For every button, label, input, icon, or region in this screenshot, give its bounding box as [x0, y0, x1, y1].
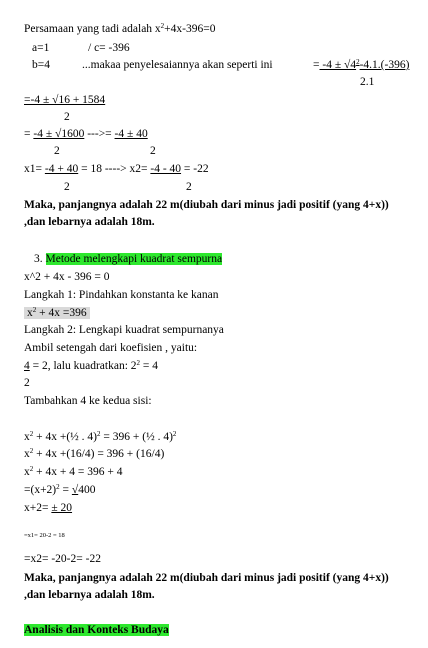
formula-numerator	[313, 58, 409, 72]
intro-sup: 2	[160, 22, 165, 30]
coef-b: b=4	[32, 59, 50, 71]
formula-num-b: -4.1.(-396)	[359, 59, 410, 71]
e4-s1: 2	[56, 483, 60, 491]
coef-a: a=1	[32, 42, 50, 54]
e4-a: =(x+2)	[24, 484, 57, 496]
x2-den: 2	[186, 181, 192, 193]
sec3-half-coef: Ambil setengah dari koefisien , yaitu:	[24, 342, 198, 354]
e2-b: + 4x +(16/4) = 396 + (16/4)	[33, 448, 165, 460]
formula-denominator: 2.1	[360, 76, 375, 88]
footer-heading	[24, 623, 169, 637]
step2-eq: =	[24, 128, 34, 140]
sec3-e3	[24, 465, 122, 479]
sec3-e4	[24, 483, 95, 497]
e3-s1: 2	[29, 465, 34, 473]
x1-arrow: ----> x2=	[101, 163, 151, 175]
sec3-heading-num: 3.	[34, 253, 46, 265]
e4-b: =	[59, 484, 72, 496]
sec3-heading-text: Metode melengkapi kuadrat sempurna	[45, 253, 223, 265]
coef-c: / c= -396	[88, 42, 130, 54]
e2-s1: 2	[29, 447, 34, 455]
e4-d: 400	[78, 484, 96, 496]
step2-arrow: --->=	[84, 128, 115, 140]
x1-num: -4 + 40	[44, 163, 79, 175]
formula-eq: =	[313, 59, 320, 71]
intro-rest: +4x-396=0	[164, 23, 216, 35]
sec3-step1: Langkah 1: Pindahkan konstanta ke kanan	[24, 289, 219, 301]
intro-text: Persamaan yang tadi adalah x	[24, 23, 161, 35]
sec3-e1	[24, 430, 176, 444]
e5-a: x+2=	[24, 502, 52, 514]
sec3-moved	[24, 306, 90, 320]
moved-box	[24, 307, 90, 319]
half-sup: 2	[136, 359, 141, 367]
half-rest: = 2, lalu kuadratkan: 2	[29, 360, 137, 372]
step1-denominator: 2	[64, 111, 70, 123]
sec3-add4: Tambahkan 4 ke kedua sisi:	[24, 395, 152, 407]
sec3-half-line	[24, 359, 158, 373]
step2-line	[24, 127, 148, 141]
moved-sup: 2	[32, 306, 37, 314]
sec3-x2-line: =x2= -20-2= -22	[24, 553, 101, 565]
footer-heading-text: Analisis dan Konteks Budaya	[24, 624, 169, 636]
sec3-heading	[34, 252, 222, 266]
sec3-conclusion-2: ,dan lebarnya adalah 18m.	[24, 589, 155, 601]
sec3-tiny-line: =x1= 20-2 = 18	[24, 532, 65, 539]
sec3-equation: x^2 + 4x - 396 = 0	[24, 271, 110, 283]
moved-b: + 4x =396	[36, 307, 87, 319]
step2-den2: 2	[150, 145, 156, 157]
x1-result: = 18	[78, 163, 102, 175]
sec3-e5	[24, 501, 72, 515]
e1-s2: 2	[97, 430, 101, 438]
roots-line	[24, 162, 209, 176]
formula-num-sup: 2	[356, 58, 360, 66]
intro-line	[24, 22, 215, 36]
sec1-conclusion-1: Maka, panjangnya adalah 22 m(diubah dari minus jadi positif (yang 4+x))	[24, 199, 389, 211]
sec3-conclusion-1: Maka, panjangnya adalah 22 m(diubah dari minus jadi positif (yang 4+x))	[24, 572, 389, 584]
x1-label: x1=	[24, 163, 45, 175]
e3-a: x	[24, 466, 30, 478]
step2-num2: -4 ± 40	[114, 128, 148, 140]
e1-c: = 396 + (½ . 4)	[100, 431, 173, 443]
formula-num-a: -4 ± √4	[319, 59, 357, 71]
makaa-text: ...makaa penyelesaiannya akan seperti ini	[82, 59, 273, 71]
x2-result: = -22	[181, 163, 209, 175]
e1-s3: 2	[172, 430, 177, 438]
moved-a: x	[27, 307, 33, 319]
e1-a: x	[24, 431, 30, 443]
x2-num: -4 - 40	[150, 163, 182, 175]
x1-den: 2	[64, 181, 70, 193]
half-eq: = 4	[140, 360, 159, 372]
sec1-conclusion-2: ,dan lebarnya adalah 18m.	[24, 216, 155, 228]
e3-b: + 4x + 4 = 396 + 4	[33, 466, 123, 478]
sec3-e2	[24, 447, 164, 461]
sec3-step2: Langkah 2: Lengkapi kuadrat sempurnanya	[24, 324, 224, 336]
step2-den: 2	[54, 145, 60, 157]
e1-b: + 4x +(½ . 4)	[33, 431, 98, 443]
e2-a: x	[24, 448, 30, 460]
step2-num: -4 ± √1600	[33, 128, 85, 140]
half-num: 4	[24, 360, 30, 372]
e5-b: ± 20	[51, 502, 73, 514]
e4-c: √	[71, 484, 79, 496]
sec3-half-den: 2	[24, 377, 30, 389]
e1-s1: 2	[29, 430, 34, 438]
step1-numerator: =-4 ± √16 + 1584	[24, 94, 106, 106]
